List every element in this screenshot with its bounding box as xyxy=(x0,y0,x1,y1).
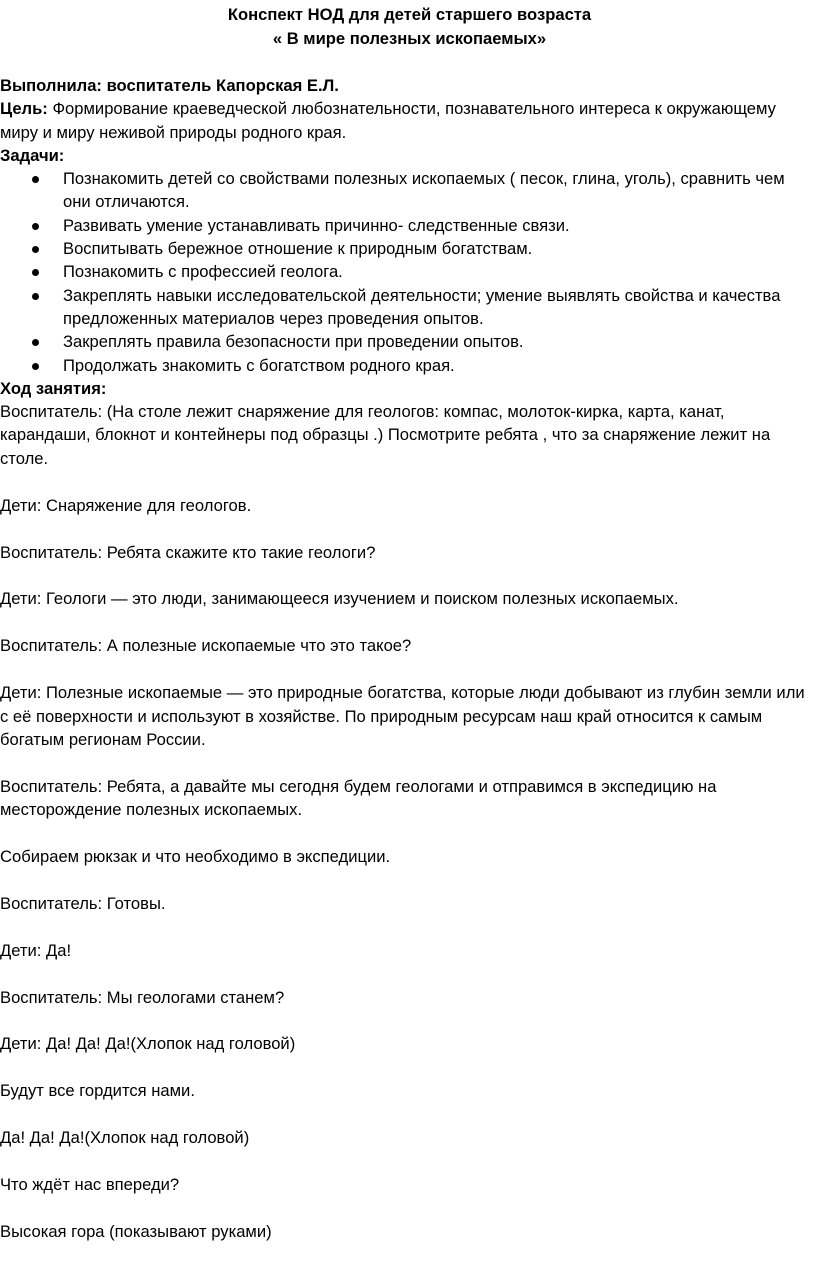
task-text: Познакомить детей со свойствами полезных ископаемых ( песок, глина, уголь), сравнить чем они отличаются. xyxy=(63,169,785,212)
bullet-icon xyxy=(32,246,39,253)
task-text: Развивать умение устанавливать причинно- следственные связи. xyxy=(63,215,570,235)
lesson-paragraph: Дети: Да! xyxy=(0,940,72,960)
lesson-label: Ход занятия: xyxy=(0,378,107,398)
goal-paragraph xyxy=(0,97,816,144)
author-line: Выполнила: воспитатель Капорская Е.Л. xyxy=(0,76,339,95)
task-text: Продолжать знакомить с богатством родного края. xyxy=(63,355,455,375)
lesson-paragraph: Да! Да! Да!(Хлопок над головой) xyxy=(0,1128,250,1148)
lesson-paragraph: Воспитатель: Мы геологами станем? xyxy=(0,987,285,1007)
task-text: Закреплять правила безопасности при проведении опытов. xyxy=(63,332,524,352)
lesson-paragraph: Дети: Снаряжение для геологов. xyxy=(0,495,252,515)
task-text: Воспитывать бережное отношение к природным богатствам. xyxy=(63,239,533,259)
lesson-paragraph: Воспитатель: Готовы. xyxy=(0,893,166,913)
task-item xyxy=(0,284,816,331)
task-text: Закреплять навыки исследовательской деятельности; умение выявлять свойства и качества предложенных материалов через проведения опытов. xyxy=(63,285,781,328)
task-item xyxy=(0,237,816,260)
task-item xyxy=(0,354,816,377)
task-item xyxy=(0,214,816,237)
tasks-list xyxy=(0,167,816,377)
bullet-icon xyxy=(32,363,39,370)
goal-text: Формирование краеведческой любознательности, познавательного интереса к окружающему миру и миру неживой природы родного края. xyxy=(0,99,776,142)
task-item xyxy=(0,260,816,283)
bullet-icon xyxy=(32,293,39,300)
title-spacer xyxy=(0,50,816,74)
bullet-icon xyxy=(32,176,39,183)
lesson-paragraph: Собираем рюкзак и что необходимо в экспедиции. xyxy=(0,846,391,866)
goal-label: Цель: xyxy=(0,99,48,119)
lesson-paragraph: Высокая гора (показывают руками) xyxy=(0,1222,272,1241)
lesson-paragraph: Воспитатель: (На столе лежит снаряжение для геологов: компас, молоток-кирка, карта, канат, карандаши, блокнот и контейнеры под образцы .) Посмотрите ребята , что за снаряжение лежит на столе. xyxy=(0,402,771,468)
lesson-paragraph: Воспитатель: Ребята, а давайте мы сегодня будем геологами и отправимся в экспедицию на месторождение полезных ископаемых. xyxy=(0,776,717,819)
task-item xyxy=(0,167,816,214)
lesson-paragraph: Будут все гордится нами. xyxy=(0,1081,195,1101)
task-text: Познакомить с профессией геолога. xyxy=(63,262,343,282)
lesson-paragraph: Дети: Полезные ископаемые — это природные богатства, которые люди добывают из глубин земли или с её поверхности и используют в хозяйстве. По природным ресурсам наш край относится к самым богатым регионам России. xyxy=(0,683,805,749)
lesson-paragraph: Что ждёт нас впереди? xyxy=(0,1175,180,1195)
document-title-line-2: « В мире полезных ископаемых» xyxy=(272,28,547,48)
lesson-paragraph: Воспитатель: А полезные ископаемые что это такое? xyxy=(0,636,412,656)
lesson-paragraph: Дети: Геологи — это люди, занимающееся изучением и поиском полезных ископаемых. xyxy=(0,589,679,609)
task-item xyxy=(0,330,816,353)
tasks-label: Задачи: xyxy=(0,145,65,165)
bullet-icon xyxy=(32,269,39,276)
lesson-paragraph: Воспитатель: Ребята скажите кто такие геологи? xyxy=(0,542,376,562)
bullet-icon xyxy=(32,223,39,230)
lesson-paragraph: Дети: Да! Да! Да!(Хлопок над головой) xyxy=(0,1034,296,1054)
document-title-line-1: Конспект НОД для детей старшего возраста xyxy=(227,5,592,24)
bullet-icon xyxy=(32,339,39,346)
